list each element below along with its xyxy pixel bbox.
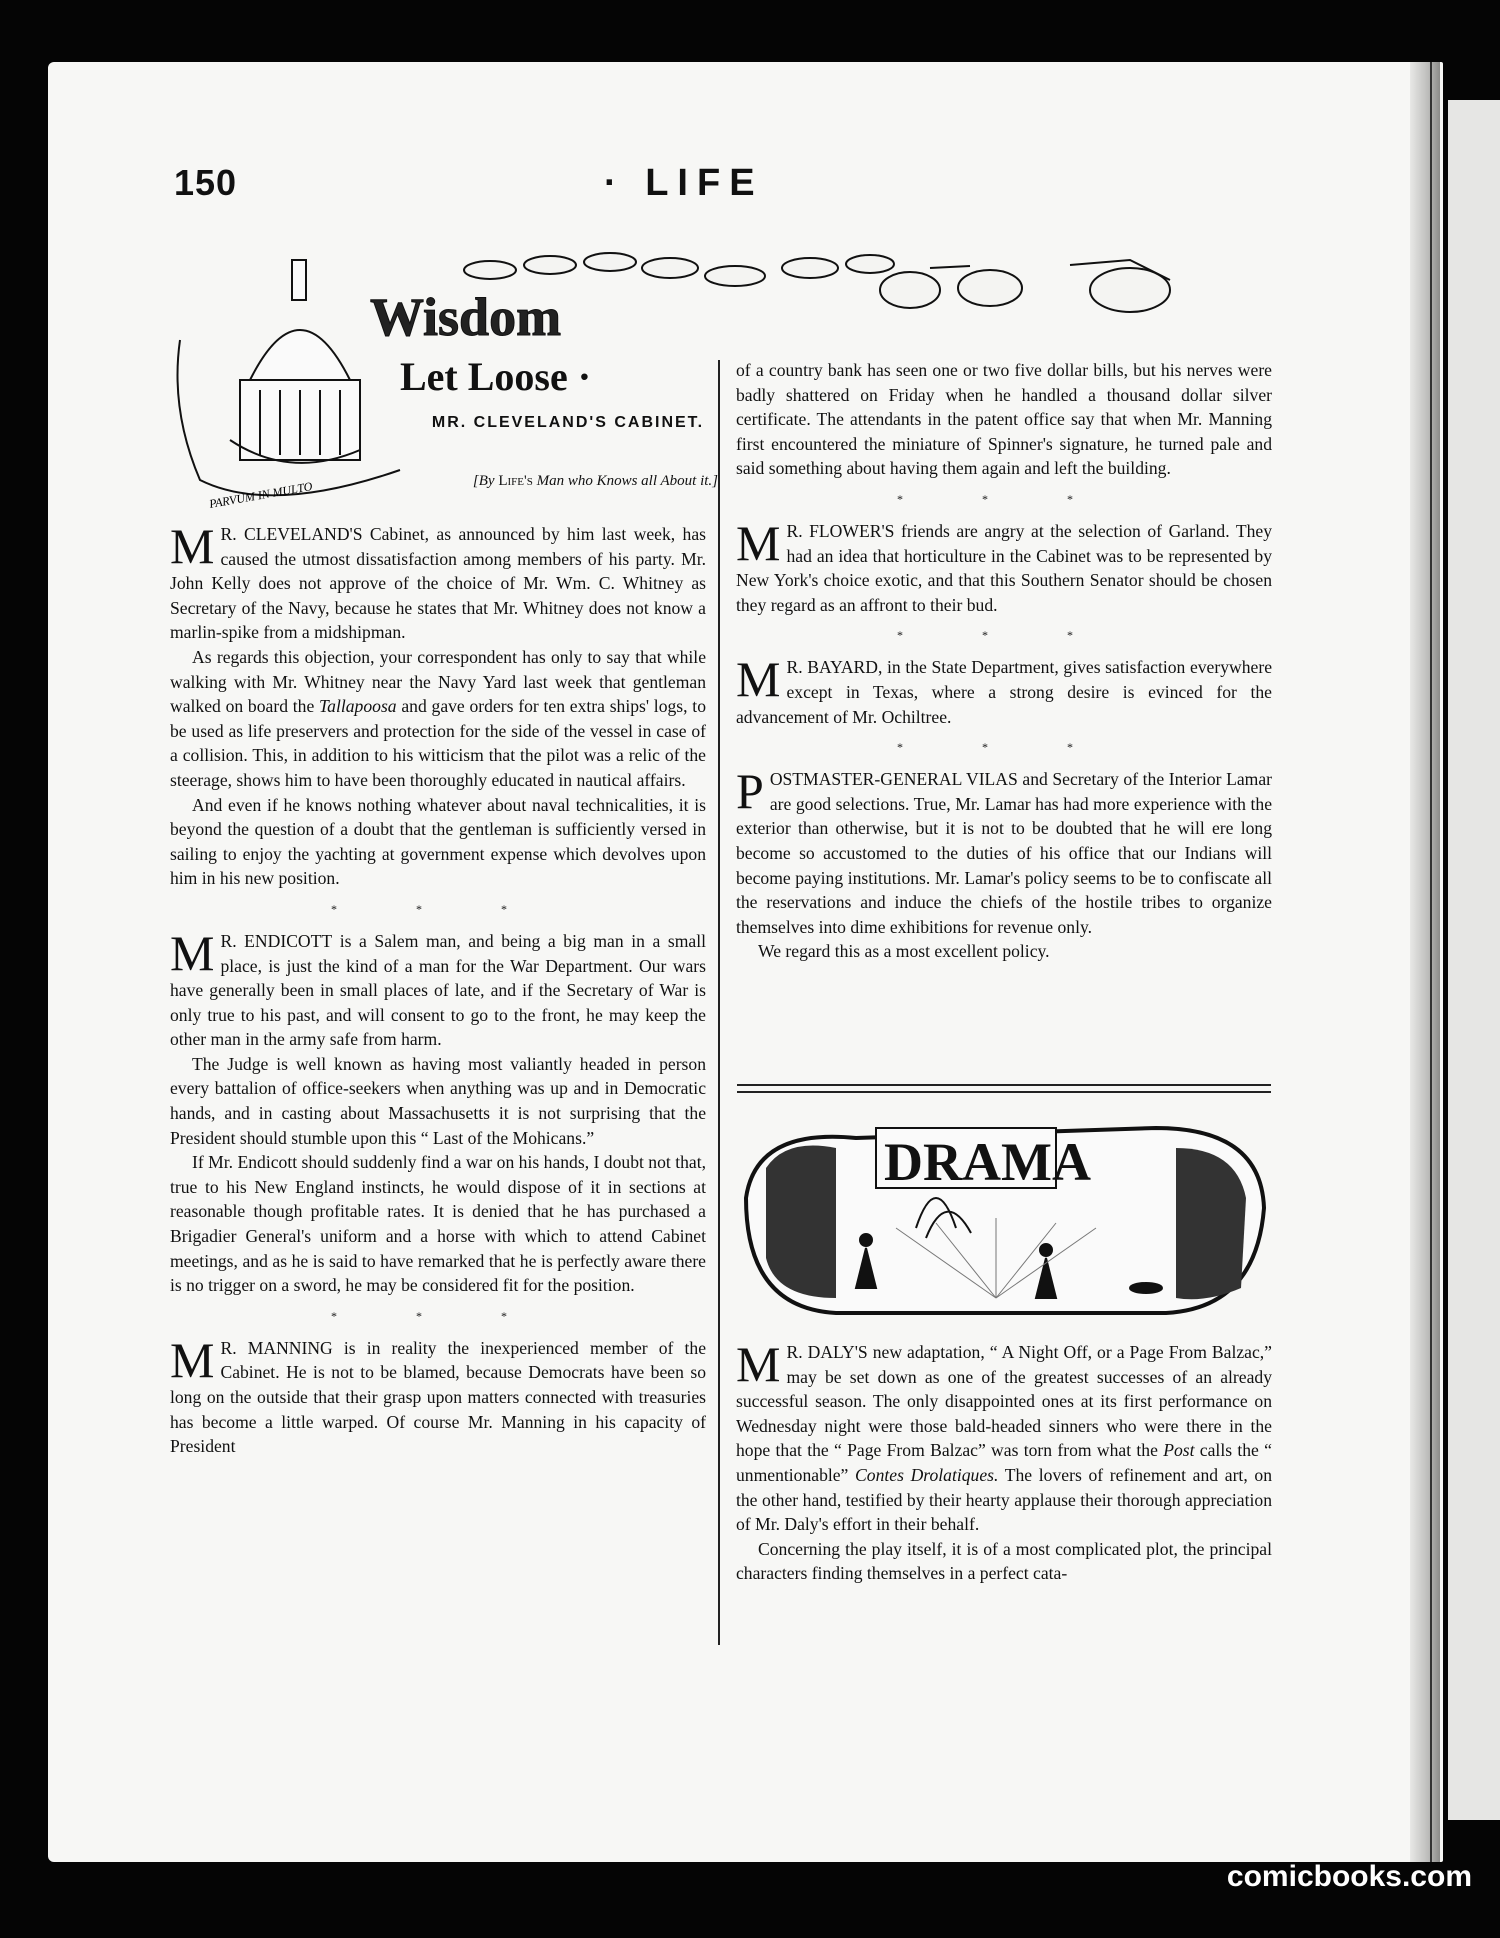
article-cleveland: M R. CLEVELAND'S Cabinet, as announced by him last week, has caused the utmost dissatisfaction among members of his party. Mr. John Kelly does not approve of the choice of Mr. Wm. C. Whitney as Secretary of the Navy, because he states that Mr. Whitney does not know a marlin-spike from a midshipman. As regards this objection, your correspondent has only to say that while walking with Mr. Whitney near the Navy Yard last week that gentleman walked on board the Tallapoosa and gave orders for ten extra ships' logs, to be used as life preservers and protection for the side of the vessel in case of a collision. This, in addition to his witticism that the pilot was a relic of the steerage, shows him to have been thoroughly educated in nautical affairs. And even if he knows nothing whatever about naval technicalities, it is beyond the question of a doubt that the gentleman is sufficiently versed in sailing to enjoy the yachting at government expense which devolves upon him in his new position.	[170, 522, 706, 891]
page-edge	[1410, 62, 1440, 1862]
drop-cap: M	[170, 518, 215, 574]
drop-cap: M	[170, 924, 215, 981]
drama-header-illustration	[736, 1108, 1272, 1322]
ship-name: Tallapoosa	[319, 696, 397, 717]
left-column	[170, 518, 706, 1459]
stage-curtain-left	[766, 1146, 836, 1299]
column-divider	[718, 360, 720, 1645]
geese-flock-illustration	[464, 253, 1170, 312]
article-endicott: M R. ENDICOTT is a Salem man, and being a big man in a small place, is just the kind of a man for the War Department. Our wars have generally been in small places of late, and if the Secretary of War is only true to his past, and will consent to go to the front, he may keep the other man in the army safe from harm. The Judge is well known as having most valiantly headed in person every battalion of office-seekers when anything was up and in Democratic hands, and in casting about Massachusetts it is not surprising that the President should stumble upon this “ Last of the Mohicans.” If Mr. Endicott should suddenly find a war on his hands, I doubt not that, true to his New England instincts, he would dispose of it in sections at reasonable though profitable rates. It is denied that he has purchased a Brigadier General's uniform and a horse with which to attend Cabinet meetings, and as he is said to have remarked that he is perfectly aware there is no trigger on a sword, he may be considered fit for the position.	[170, 929, 706, 1298]
section-divider-stars: * * *	[897, 628, 1111, 643]
heading-wisdom: Wisdom	[370, 287, 562, 347]
banner-motto: PARVUM IN MULTO	[208, 479, 314, 511]
masthead: · LIFE	[604, 162, 764, 204]
section-divider-stars: * * *	[331, 901, 545, 916]
article-bayard: M R. BAYARD, in the State Department, gives satisfaction everywhere except in Texas, where a strong desire is evinced for the advancement of Mr. Ochiltree.	[736, 651, 1273, 727]
paragraph: And even if he knows nothing whatever about naval technicalities, it is beyond the question of a doubt that the gentleman is sufficiently versed in sailing to enjoy the yachting at government expense which devolves upon him in his new position.	[170, 794, 706, 889]
drop-cap: M	[170, 1331, 215, 1388]
capitol-dome-illustration	[230, 260, 360, 463]
paragraph: If Mr. Endicott should suddenly find a war on his hands, I doubt not that, true to his New England instincts, he would dispose of it in sections at reasonable though profitable rates. It is denied that he has purchased a Brigadier General's uniform and a horse with which to attend Cabinet meetings, and as he is said to have remarked that he is perfectly aware there is no trigger on a sword, he may be considered fit for the position.	[170, 1152, 706, 1296]
right-column	[736, 358, 1272, 964]
drop-cap: M	[736, 1336, 781, 1392]
article-daly: M R. DALY'S new adaptation, “ A Night Off, or a Page From Balzac,” may be set down as one of the greatest successes of an already successful season. The only disappointed ones at its first performance on Wednesday night were those bald-headed sinners who were there in the hope that the “ Page From Balzac” was torn from what the Post calls the “ unmentionable” Contes Drolatiques. The lovers of refinement and art, on the other hand, testified by their hearty applause their thorough appreciation of Mr. Daly's effort in their behalf. Concerning the play itself, it is of a most complicated plot, the principal characters finding themselves in a perfect cata-	[736, 1340, 1272, 1586]
paragraph: The Judge is well known as having most valiantly headed in person every battalion of office-seekers when anything was up and in Democratic hands, and in casting about Massachusetts it is not surprising that the President should stumble upon this “ Last of the Mohicans.”	[170, 1053, 706, 1148]
paragraph: of a country bank has seen one or two five dollar bills, but his nerves were badly shattered on Friday when he handled a thousand dollar silver certificate. The attendants in the patent office say that when Mr. Manning first encountered the miniature of Spinner's signature, he turned pale and said something about having them again and left the building.	[736, 360, 1272, 479]
heading-drama: DRAMA	[884, 1132, 1091, 1192]
watermark: comicbooks.com	[1226, 1860, 1472, 1893]
section-rule	[737, 1084, 1271, 1093]
heading-let-loose: Let Loose ·	[400, 354, 592, 399]
section-divider-stars: * * *	[897, 491, 1111, 506]
gutter-line	[1430, 62, 1432, 1862]
article-byline: [By Life's Man who Knows all About it.]	[472, 473, 718, 489]
paragraph: Concerning the play itself, it is of a most complicated plot, the principal characters finding themselves in a perfect cata-	[736, 1538, 1272, 1584]
section-divider-stars: * * *	[897, 740, 1111, 755]
article-flower: M R. FLOWER'S friends are angry at the selection of Garland. They had an idea that horticulture in the Cabinet was to be represented by New York's choice exotic, and that this Southern Senator should be chosen they regard as an affront to their bud.	[736, 514, 1273, 615]
paragraph: We regard this as a most excellent policy.	[758, 941, 1050, 962]
article-vilas: POSTMASTER-GENERAL VILAS and Secretary of the Interior Lamar are good selections. True, Mr. Lamar has had more experience with the exterior than otherwise, but it is not to be doubted that he will ere long become so accustomed to the duties of his office that our Indians will become paying institutions. Mr. Lamar's policy seems to be to confiscate all the reservations and induce the chiefs of the hostile tribes to organize themselves into dime exhibitions for revenue only. We regard this as a most excellent policy.	[736, 767, 1272, 964]
adjacent-page-edge	[1448, 100, 1500, 1820]
drop-cap: M	[736, 514, 781, 571]
article-manning: M R. MANNING is in reality the inexperienced member of the Cabinet. He is not to be blamed, because Democrats have been so long on the outside that their grasp upon matters connected with treasuries has become a little warped. Of course Mr. Manning in his capacity of President	[170, 1331, 706, 1457]
article-subtitle: MR. CLEVELAND'S CABINET.	[431, 414, 705, 431]
page-number: 150	[174, 162, 238, 203]
section-divider-stars: * * *	[331, 1308, 545, 1323]
drop-cap: M	[736, 651, 781, 708]
drop-cap: P	[736, 763, 764, 820]
right-column-drama	[736, 1336, 1272, 1586]
